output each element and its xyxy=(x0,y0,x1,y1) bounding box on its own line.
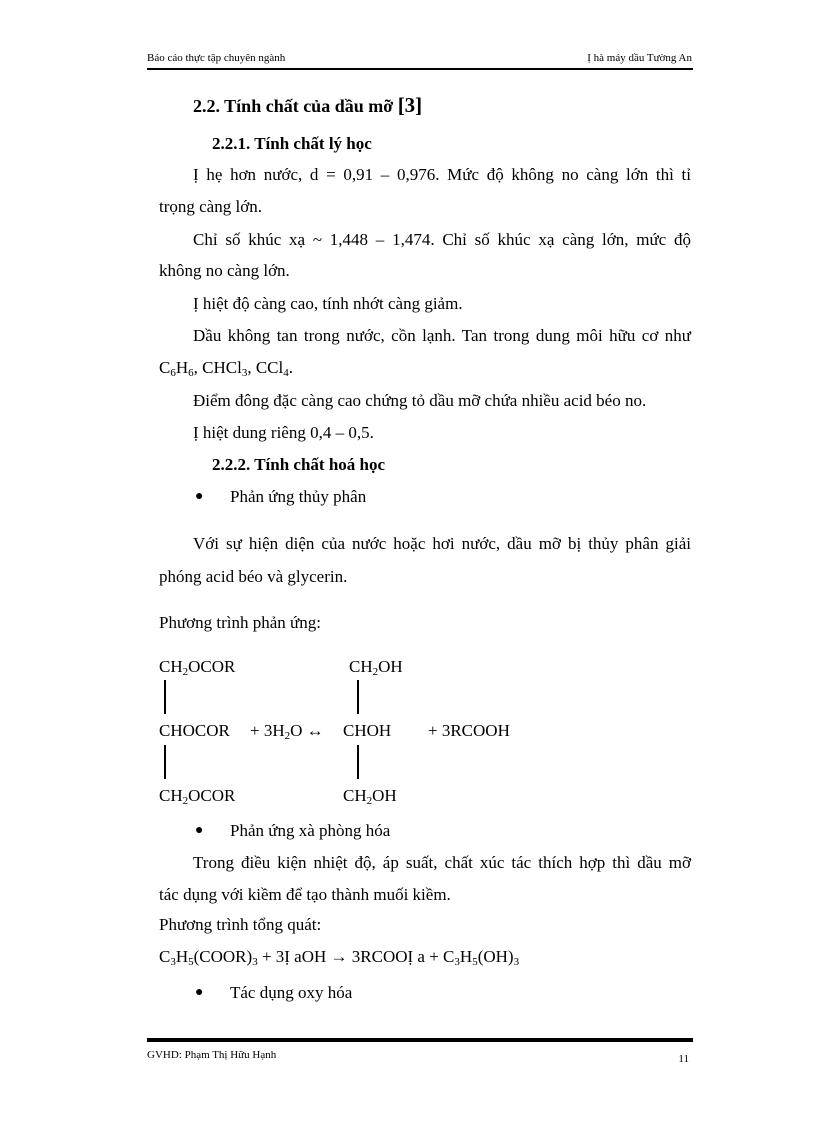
bullet-hydrolysis: Phản ứng thủy phân xyxy=(230,487,367,506)
header-rule xyxy=(147,68,693,70)
footer-rule xyxy=(147,1038,693,1042)
eq-line2-mid: CHOH xyxy=(343,721,392,740)
physical-p2-line2: không no càng lớn. xyxy=(159,261,290,280)
physical-p1-line1: Ị hẹ hơn nước, d = 0,91 – 0,976. Mức độ không no càng lớn thì tỉ xyxy=(193,165,691,184)
hydrolysis-line1: Với sự hiện diện của nước hoặc hơi nước, dầu mỡ bị thủy phân giải xyxy=(193,534,691,553)
general-equation: $C_3H_5(COOR)_3$ + 3Ị aOH → 3RCOOỊ $a + C_3H_5(OH)_3$ xyxy=(159,947,520,968)
eq-water: + $3H_2O$ ↔ xyxy=(250,721,324,742)
section-ref: [3] xyxy=(397,93,423,117)
bond-line xyxy=(164,745,166,779)
saponification-line1: Trong điều kiện nhiệt độ, áp suất, chất xúc tác thích hợp thì dầu mỡ xyxy=(193,853,691,872)
bullet-saponification: Phản ứng xà phòng hóa xyxy=(230,821,391,840)
physical-heading: 2.2.1. Tính chất lý học xyxy=(212,134,372,153)
physical-p4-solvents: $C_6H_6$, CHCl$_3$, CCl$_4$. xyxy=(159,358,293,379)
footer-left: GVHD: Phạm Thị Hữu Hạnh xyxy=(147,1049,277,1061)
eq-line2-right: + 3RCOOH xyxy=(428,721,510,740)
page-number: 11 xyxy=(678,1053,689,1065)
bullet-icon: ● xyxy=(195,489,204,504)
bond-line xyxy=(164,680,166,714)
bullet-icon: ● xyxy=(195,985,204,1000)
physical-p1-line2: trọng càng lớn. xyxy=(159,197,262,216)
physical-p2-line1: Chỉ số khúc xạ ~ 1,448 – 1,474. Chỉ số khúc xạ càng lớn, mức độ xyxy=(193,230,691,249)
header-right: Ị hà máy dầu Tường An xyxy=(587,52,692,64)
bullet-oxidation: Tác dụng oxy hóa xyxy=(230,983,353,1002)
general-label: Phương trình tổng quát: xyxy=(159,915,322,934)
eq-line2-left: CHOCOR xyxy=(159,721,230,740)
hydrolysis-line2: phóng acid béo và glycerin. xyxy=(159,567,348,586)
bond-line xyxy=(357,680,359,714)
eq-line3-right: $CH_2OH$ xyxy=(343,786,397,807)
section-title xyxy=(193,94,422,117)
equation-label: Phương trình phản ứng: xyxy=(159,613,321,632)
saponification-line2: tác dụng với kiềm để tạo thành muối kiềm. xyxy=(159,885,451,904)
physical-p6: Ị hiệt dung riêng 0,4 – 0,5. xyxy=(193,423,374,442)
chemical-heading: 2.2.2. Tính chất hoá học xyxy=(212,455,386,474)
bullet-icon: ● xyxy=(195,823,204,838)
eq-line3-left: $CH_2OCOR$ xyxy=(159,786,236,807)
eq-line1-left: $CH_2OCOR$ xyxy=(159,657,236,678)
physical-p5: Điểm đông đặc càng cao chứng tỏ dầu mỡ chứa nhiều acid béo no. xyxy=(193,391,647,410)
physical-p3: Ị hiệt độ càng cao, tính nhớt càng giảm. xyxy=(193,294,463,313)
bond-line xyxy=(357,745,359,779)
physical-p4-line1: Dầu không tan trong nước, cồn lạnh. Tan trong dung môi hữu cơ như xyxy=(193,326,691,345)
section-title-text: 2.2. Tính chất của dầu mỡ xyxy=(193,96,398,116)
eq-line1-right: $CH_2OH$ xyxy=(349,657,403,678)
header-left: Báo cáo thực tập chuyên ngành xyxy=(147,52,286,64)
